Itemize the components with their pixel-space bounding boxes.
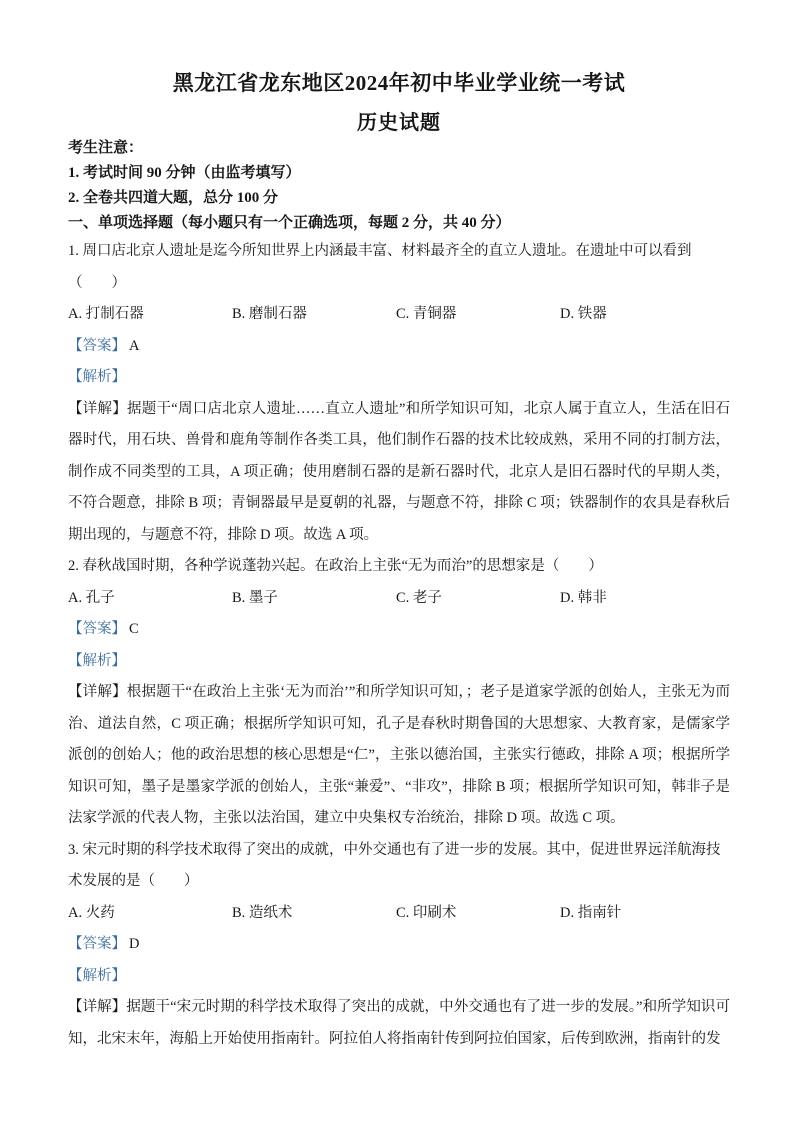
answer-line (68, 929, 730, 961)
option-item-B: B. 造纸术 (232, 904, 293, 921)
question-stem (68, 551, 730, 583)
option-item-B: B. 墨子 (232, 589, 278, 606)
question-number: 2. (68, 558, 79, 574)
notice-item-2: 2. 全卷共四道大题，总分 100 分 (68, 190, 279, 206)
notice-heading: 考生注意： (68, 140, 144, 156)
question-text: 春秋战国时期，各种学说蓬勃兴起。在政治上主张“无为而治”的思想家是（ ） (82, 558, 603, 574)
option-item-A: A. 打制石器 (68, 306, 144, 322)
exam-subtitle: 历史试题 (357, 112, 441, 134)
answer-line (68, 331, 730, 363)
question-stem (68, 236, 730, 299)
analysis-label: 【解析】 (68, 369, 126, 385)
option-item-D: D. 韩非 (560, 589, 607, 606)
analysis-label: 【解析】 (68, 967, 126, 984)
option-item-C: C. 青铜器 (396, 306, 457, 322)
option-item-D: D. 铁器 (560, 306, 607, 322)
detail-paragraph: 【详解】据题干“周口店北京人遗址……直立人遗址”和所学知识可知，北京人属于直立人，生活在旧石器时代，用石块、兽骨和鹿角等制作各类工具，他们制作石器的技术比较成熟，采用不同的打制方法，制作成不同类型的工具，A 项正确；使用磨制石器的是新石器时代，北京人是旧石器时代的早期人类，不符合题意，排除 B 项；青铜器最早是夏朝的礼器，与题意不符，排除 C 项；铁器制作的农具是春秋后期出现的，与题意不符，排除 D 项。故选 A 项。 (68, 400, 730, 543)
questions-list (68, 236, 730, 1055)
answer-label: 【答案】 (68, 337, 126, 354)
option-item-C: C. 老子 (396, 589, 442, 606)
question-text: 周口店北京人遗址是迄今所知世界上内涵最丰富、材料最齐全的直立人遗址。在遗址中可以看到（ ） (68, 243, 692, 291)
option-item-A: A. 孔子 (68, 589, 115, 606)
question-text: 宋元时期的科学技术取得了突出的成就，中外交通也有了进一步的发展。其中，促进世界远洋航海技术发展的是（ ） (68, 841, 721, 889)
exam-title: 黑龙江省龙东地区2024年初中毕业学业统一考试 (172, 71, 626, 95)
options-row (68, 299, 730, 331)
option-item-A: A. 火药 (68, 904, 115, 921)
answer-label: 【答案】 (68, 621, 126, 637)
option-item-C: C. 印刷术 (396, 904, 457, 921)
analysis-line (68, 961, 730, 993)
detail-paragraph: 【详解】根据题干“在政治上主张‘无为而治’”和所学知识可知，；老子是道家学派的创始人，主张无为而治、道法自然，C 项正确；根据所学知识可知，孔子是春秋时期鲁国的大思想家、大教育家，是儒家学派创的创始人；他的政治思想的核心思想是“仁”，主张以德治国，主张实行德政，排除 A 项；根据所学知识可知，墨子是墨家学派的创始人，主张“兼爱”、“非攻”，排除 B 项；根据所学知识可知，韩非子是法家学派的代表人物，主张以法治国，建立中央集权专治统治，排除 D 项。故选 C 项。 (68, 684, 730, 826)
analysis-line (68, 362, 730, 394)
section-heading: 一、单项选择题（每小题只有一个正确选项，每题 2 分，共 40 分） (68, 215, 511, 231)
analysis-label: 【解析】 (68, 652, 126, 669)
question-block-2 (68, 551, 730, 835)
question-number: 3. (68, 841, 79, 858)
analysis-line (68, 646, 730, 678)
answer-line (68, 614, 730, 646)
answer-value: D (129, 936, 140, 952)
answer-label: 【答案】 (68, 936, 126, 952)
question-stem (68, 835, 730, 898)
option-item-D: D. 指南针 (560, 904, 622, 921)
answer-value: C (129, 621, 139, 637)
notice-item-1: 1. 考试时间 90 分钟（由监考填写） (68, 165, 301, 181)
options-row (68, 898, 730, 930)
detail-paragraph: 【详解】据题干“宋元时期的科学技术取得了突出的成就，中外交通也有了进一步的发展。”和所学知识可知，北宋末年，海船上开始使用指南针。阿拉伯人将指南针传到阿拉伯国家，后传到欧洲，指南针的发 (68, 999, 730, 1047)
question-block-1 (68, 236, 730, 551)
option-item-B: B. 磨制石器 (232, 306, 307, 322)
question-number: 1. (68, 243, 79, 259)
question-block-3 (68, 835, 730, 1056)
options-row (68, 583, 730, 615)
answer-value: A (129, 337, 140, 354)
